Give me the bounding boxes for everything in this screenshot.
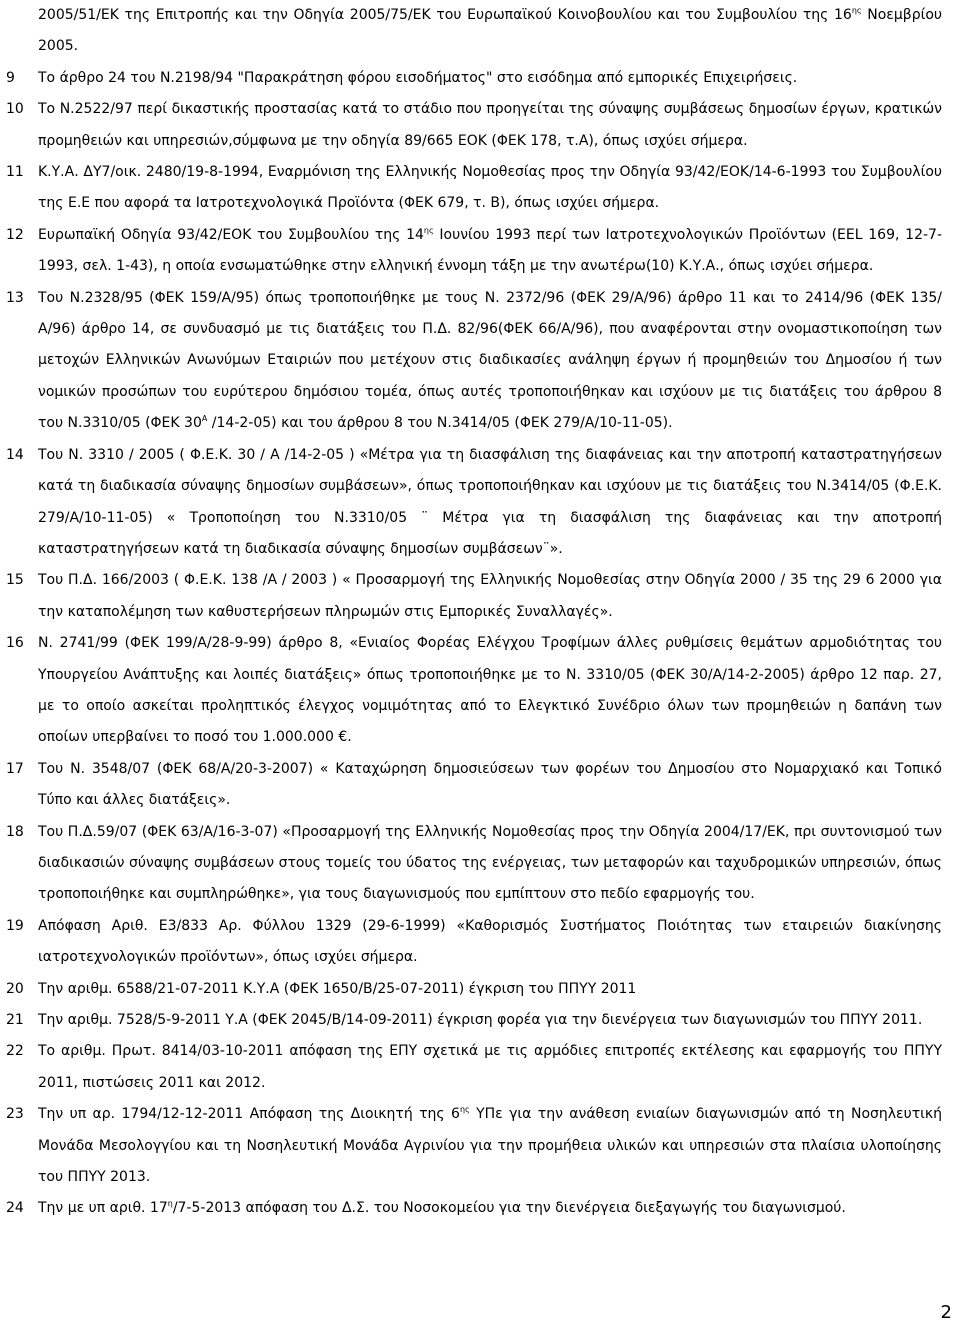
item-text: Την υπ αρ. 1794/12-12-2011 Απόφαση της Διοικητή της $6^{\eta\varsigma}$ ΥΠε για την ανάθεση ενιαίων διαγωνισμών από τη Νοσηλευτική Μονάδα Μεσολογγίου και τη Νοσηλευτική Μονάδα Αγρινίου για την προμήθεια υλικών και υπηρεσιών στα πλαίσια υλοποίησης του ΠΠΥΥ 2013. [38,1105,942,1186]
item-text: 2005/51/ΕΚ της Επιτροπής και την Οδηγία 2005/75/ΕΚ του Ευρωπαϊκού Κοινοβουλίου και του Συμβουλίου της $16^{\eta\varsigma}$ Νοεμβρίου 2005. [38,6,942,55]
item-text: Του Π.Δ.59/07 (ΦΕΚ 63/Α/16-3-07) «Προσαρμογή της Ελληνικής Νομοθεσίας προς την Οδηγία 2004/17/ΕΚ, πρι συντονισμού των διαδικασιών σύναψης συμβάσεων στους τομείς του ύδατος της ενέργειας, των μεταφορών και ταχυδρομικών υπηρεσιών, όπως τροποποιήθηκε και συμπληρώθηκε», για τους διαγωνισμούς που εμπίπτουν στο πεδίο εφαρμογής του. [38,823,942,903]
item-text: Του Ν. 3548/07 (ΦΕΚ 68/Α/20-3-2007) « Καταχώρηση δημοσιεύσεων των φορέων του Δημοσίου στο Νομαρχιακό και Τοπικό Τύπο και άλλες διατάξεις». [38,760,942,809]
list-item [6,1036,942,1099]
item-number: 11 [6,164,24,181]
list-item [6,220,942,283]
item-number: 17 [6,760,24,777]
item-number: 9 [6,69,15,86]
item-number: 15 [6,572,24,589]
item-number: 21 [6,1012,24,1028]
list-item [6,1005,942,1036]
item-text: Το αριθμ. Πρωτ. 8414/03-10-2011 απόφαση της ΕΠΥ σχετικά με τις αρμόδιες επιτροπές εκτέλεσης και εφαρμογής του ΠΠΥΥ 2011, πιστώσεις 2011 και 2012. [38,1043,942,1091]
item-text: Του Π.Δ. 166/2003 ( Φ.Ε.Κ. 138 /Α / 2003 ) « Προσαρμογή της Ελληνικής Νομοθεσίας στην Οδηγία 2000 / 35 της 29 6 2000 για την καταπολέμηση των καθυστερήσεων πληρωμών στις Εμπορικές Συναλλαγές». [38,572,942,620]
list-item [6,0,942,63]
list-item [6,283,942,440]
list-item [6,628,942,754]
item-number: 16 [6,635,24,652]
item-text: Του Ν.2328/95 (ΦΕΚ 159/Α/95) όπως τροποποιήθηκε με τους Ν. 2372/96 (ΦΕΚ 29/Α/96) άρθρο 11 και το 2414/96 (ΦΕΚ 135/Α/96) άρθρο 14, σε συνδυασμό με τις διατάξεις του Π.Δ. 82/96(ΦΕΚ 66/Α/96), που αναφέρονται στην ονομαστικοποίηση των μετοχών Ελληνικών Ανωνύμων Εταιριών που μετέχουν στις διαδικασίες ανάληψη έργων ή προμηθειών του Δημοσίου ή των νομικών προσώπων του ευρύτερου δημόσιου τομέα, όπως αυτές τροποποιήθηκαν και ισχύουν με τις διατάξεις του άρθρου 8 του Ν.3310/05 (ΦΕΚ $30^A$ /14-2-05) και του άρθρου 8 του Ν.3414/05 (ΦΕΚ 279/Α/10-11-05). [38,289,942,432]
list-item [6,63,942,94]
item-text: Το Ν.2522/97 περί δικαστικής προστασίας κατά το στάδιο που προηγείται της σύναψης συμβάσεως δημοσίων έργων, κρατικών προμηθειών και υπηρεσιών,σύμφωνα με την οδηγία 89/665 ΕΟΚ (ΦΕΚ 178, τ.Α), όπως ισχύει σήμερα. [38,101,942,149]
item-text: Το άρθρο 24 του Ν.2198/94 "Παρακράτηση φόρου εισοδήματος" στο εισόδημα από εμπορικές Επιχειρήσεις. [38,69,798,86]
item-text: Του Ν. 3310 / 2005 ( Φ.Ε.Κ. 30 / Α /14-2-05 ) «Μέτρα για τη διασφάλιση της διαφάνειας και την αποτροπή καταστρατηγήσεων κατά τη διαδικασία σύναψης δημοσίων συμβάσεων», όπως τροποποιήθηκαν και ισχύουν με τις διατάξεις του Ν.3414/05 (Φ.Ε.Κ. 279/Α/10-11-05) « Τροποποίηση του Ν.3310/05 ¨ Μέτρα για τη διασφάλιση της διαφάνειας και την αποτροπή καταστρατηγήσεων κατά τη διαδικασία σύναψης δημοσίων συμβάσεων¨». [38,446,942,557]
item-number: 19 [6,917,24,934]
item-number: 23 [6,1106,24,1123]
item-number: 14 [6,446,24,463]
item-text: Ν. 2741/99 (ΦΕΚ 199/Α/28-9-99) άρθρο 8, «Ενιαίος Φορέας Ελέγχου Τροφίμων άλλες ρυθμίσεις θεμάτων αρμοδιότητας του Υπουργείου Ανάπτυξης και λοιπές διατάξεις» όπως τροποποιήθηκε με το Ν. 3310/05 (ΦΕΚ 30/Α/14-2-2005) άρθρο 12 παρ. 27, με το οποίο ασκείται προληπτικός έλεγχος νομιμότητας από το Ελεγκτικό Συνέδριο όλων των προμηθειών η δαπάνη των οποίων υπερβαίνει το ποσό του 1.000.000 €. [38,635,942,746]
list-item [6,974,942,1005]
item-number: 12 [6,226,24,243]
item-number: 22 [6,1043,24,1060]
item-text: Ευρωπαϊκή Οδηγία 93/42/ΕΟΚ του Συμβουλίου της $14^{\eta\varsigma}$ Ιουνίου 1993 περί των Ιατροτεχνολογικών Προϊόντων (ΕΕL 169, 12-7-1993, σελ. 1-43), η οποία ενσωματώθηκε στην ελληνική έννομη τάξη με την ανωτέρω(10) Κ.Υ.Α., όπως ισχύει σήμερα. [38,225,942,275]
item-number: 18 [6,823,24,840]
list-item [6,1099,942,1193]
item-number: 10 [6,101,24,118]
legislation-list [6,0,942,1225]
list-item [6,1193,942,1224]
list-item [6,817,942,911]
item-number: 20 [6,980,24,997]
list-item [6,754,942,817]
item-text: Την αριθμ. 6588/21-07-2011 Κ.Υ.Α (ΦΕΚ 1650/Β/25-07-2011) έγκριση του ΠΠΥΥ 2011 [38,980,637,997]
item-text: Κ.Υ.Α. ΔΥ7/οικ. 2480/19-8-1994, Εναρμόνιση της Ελληνικής Νομοθεσίας προς την Οδηγία 93/42/ΕΟΚ/14-6-1993 του Συμβουλίου της Ε.Ε που αφορά τα Ιατροτεχνολογικά Προϊόντα (ΦΕΚ 679, τ. Β), όπως ισχύει σήμερα. [38,164,942,212]
item-number: 24 [6,1200,24,1217]
list-item [6,157,942,220]
list-item [6,440,942,566]
list-item [6,911,942,974]
page-number: 2 [940,1302,952,1323]
item-number: 13 [6,289,24,306]
item-text: Την αριθμ. 7528/5-9-2011 Υ.Α (ΦΕΚ 2045/Β/14-09-2011) έγκριση φορέα για την διενέργεια των διαγωνισμών του ΠΠΥΥ 2011. [38,1012,923,1028]
item-text: Την με υπ αριθ. $17^\eta/7-5-2013$ απόφαση του Δ.Σ. του Νοσοκομείου για την διενέργεια διεξαγωγής του διαγωνισμού. [38,1199,846,1217]
list-item [6,94,942,157]
item-text: Απόφαση Αριθ. Ε3/833 Αρ. Φύλλου 1329 (29-6-1999) «Καθορισμός Συστήματος Ποιότητας των εταιρειών διακίνησης ιατροτεχνολογικών προϊόντων», όπως ισχύει σήμερα. [38,917,942,966]
list-item [6,565,942,628]
